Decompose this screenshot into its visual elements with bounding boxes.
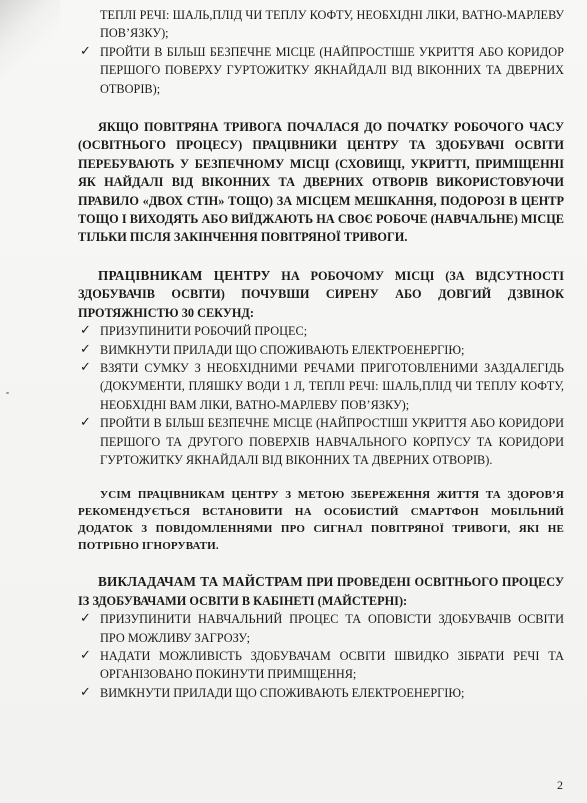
list-item [78,647,564,684]
workers-heading-lead: ПРАЦІВНИКАМ ЦЕНТРУ [98,267,271,283]
intro-continuation: ТЕПЛІ РЕЧІ: ШАЛЬ,ПЛІД ЧИ ТЕПЛУ КОФТУ, НЕОБХІДНІ ЛІКИ, ВАТНО-МАРЛЕВУ ПОВ’ЯЗКУ); [100,8,564,41]
check-icon: ✓ [80,647,91,663]
check-icon: ✓ [80,43,91,59]
list-item [78,414,564,469]
check-icon: ✓ [80,359,91,375]
alert-paragraph: ЯКЩО ПОВІТРЯНА ТРИВОГА ПОЧАЛАСЯ ДО ПОЧАТКУ РОБОЧОГО ЧАСУ (ОСВІТНЬОГО ПРОЦЕСУ) ПРАЦІВНИКИ ЦЕНТРУ ТА ЗДОБУВАЧІ ОСВІТИ ПЕРЕБУВАЮТЬ У БЕЗПЕЧНОМУ МІСЦІ (СХОВИЩІ, УКРИТТІ, ПРИМІЩЕННІ ЯК НАЙДАЛІ ВІД ВІКОННИХ ТА ДВЕРНИХ ОТВОРІВ ВИКОРИСТОВУЮЧИ ПРАВИЛО «ДВОХ СТІН» ТОЩО) ЗА МІСЦЕМ МЕШКАННЯ, ПОДОРОЗІ В ЦЕНТР ТОЩО І ВИХОДЯТЬ АБО ВИЇДЖАЮТЬ НА СВОЄ РОБОЧЕ (НАВЧАЛЬНЕ) МІСЦЕ ТІЛЬКИ ПІСЛЯ ЗАКІНЧЕННЯ ПОВІТРЯНОЇ ТРИВОГИ. [78,120,564,245]
list-item-text: ПРИЗУПИНИТИ РОБОЧИЙ ПРОЦЕС; [100,324,308,339]
teachers-heading-rest: ПРИ ПРОВЕДЕНІ ОСВІТНЬОГО ПРОЦЕСУ ІЗ ЗДОБУВАЧАМИ ОСВІТИ В КАБІНЕТІ (МАЙСТЕРНІ): [78,575,564,608]
list-item-text: ВИМКНУТИ ПРИЛАДИ ЩО СПОЖИВАЮТЬ ЕЛЕКТРОЕНЕРГІЮ; [100,342,465,357]
check-icon: ✓ [80,611,91,627]
check-icon: ✓ [80,341,91,357]
list-item-text: ВИМКНУТИ ПРИЛАДИ ЩО СПОЖИВАЮТЬ ЕЛЕКТРОЕНЕРГІЮ; [100,685,465,700]
list-item [78,684,564,702]
teachers-section-heading [78,573,564,610]
document-body [78,6,564,702]
list-item [78,341,564,359]
scan-speck [6,392,9,394]
list-item [78,322,564,340]
list-item-text: ПРОЙТИ В БІЛЬШ БЕЗПЕЧНЕ МІСЦЕ (НАЙПРОСТІШЕ УКРИТТЯ АБО КОРИДОР ПЕРШОГО ПОВЕРХУ ГУРТОЖИТКУ ЯКНАЙДАЛІ ВІД ВІКОННИХ ТА ДВЕРНИХ ОТВОРІВ); [100,44,564,96]
list-item-text: ВЗЯТИ СУМКУ З НЕОБХІДНИМИ РЕЧАМИ ПРИГОТОВЛЕНИМИ ЗАЗДАЛЕГІДЬ (ДОКУМЕНТИ, ПЛЯШКУ ВОДИ 1 Л, ТЕПЛІ РЕЧІ: ШАЛЬ,ПЛІД ЧИ ТЕПЛУ КОФТУ, НЕОБХІДНІ ВАМ ЛІКИ, ВАТНО-МАРЛЕВУ ПОВ’ЯЗКУ); [100,360,564,412]
list-item-text: ПРИЗУПИНИТИ НАВЧАЛЬНИЙ ПРОЦЕС ТА ОПОВІСТИ ЗДОБУВАЧІВ ОСВІТИ ПРО МОЖЛИВУ ЗАГРОЗУ; [100,612,564,645]
check-icon: ✓ [80,323,91,339]
list-item [78,43,564,98]
smartphone-notice: УСІМ ПРАЦІВНИКАМ ЦЕНТРУ З МЕТОЮ ЗБЕРЕЖЕННЯ ЖИТТЯ ТА ЗДОРОВ’Я РЕКОМЕНДУЄТЬСЯ ВСТАНОВИТИ НА ОСОБИСТИЙ СМАРТФОН МОБІЛЬНИЙ ДОДАТОК З ПОВІДОМЛЕННЯМИ ПРО СИГНАЛ ПОВІТРЯНОЇ ТРИВОГИ, ЯКІ НЕ ПОТРІБНО ІГНОРУВАТИ. [78,489,564,553]
teachers-heading-lead: ВИКЛАДАЧАМ ТА МАЙСТРАМ [98,574,303,590]
workers-section-heading [78,267,564,322]
list-item [78,610,564,647]
list-item [78,359,564,414]
page-number: 2 [557,778,563,792]
workers-heading-rest: НА РОБОЧОМУ МІСЦІ (ЗА ВІДСУТНОСТІ ЗДОБУВАЧІВ ОСВІТИ) ПОЧУВШИ СИРЕНУ АБО ДОВГИЙ ДЗВІНОК ПРОТЯЖНІСТЮ 30 СЕКУНД: [78,268,564,320]
check-icon: ✓ [80,415,91,431]
list-item-text: НАДАТИ МОЖЛИВІСТЬ ЗДОБУВАЧАМ ОСВІТИ ШВИДКО ЗІБРАТИ РЕЧІ ТА ОРГАНІЗОВАНО ПОКИНУТИ ПРИМІЩЕННЯ; [100,648,564,682]
check-icon: ✓ [80,684,91,700]
list-item-text: ПРОЙТИ В БІЛЬШ БЕЗПЕЧНЕ МІСЦЕ (НАЙПРОСТІШІ УКРИТТЯ АБО КОРИДОРИ ПЕРШОГО ТА ДРУГОГО ПОВЕРХІВ НАВЧАЛЬНОГО КОРПУСУ ТА КОРИДОРИ ГУРТОЖИТКУ ЯКНАЙДАЛІ ВІД ВІКОННИХ ТА ДВЕРНИХ ОТВОРІВ). [100,416,564,467]
